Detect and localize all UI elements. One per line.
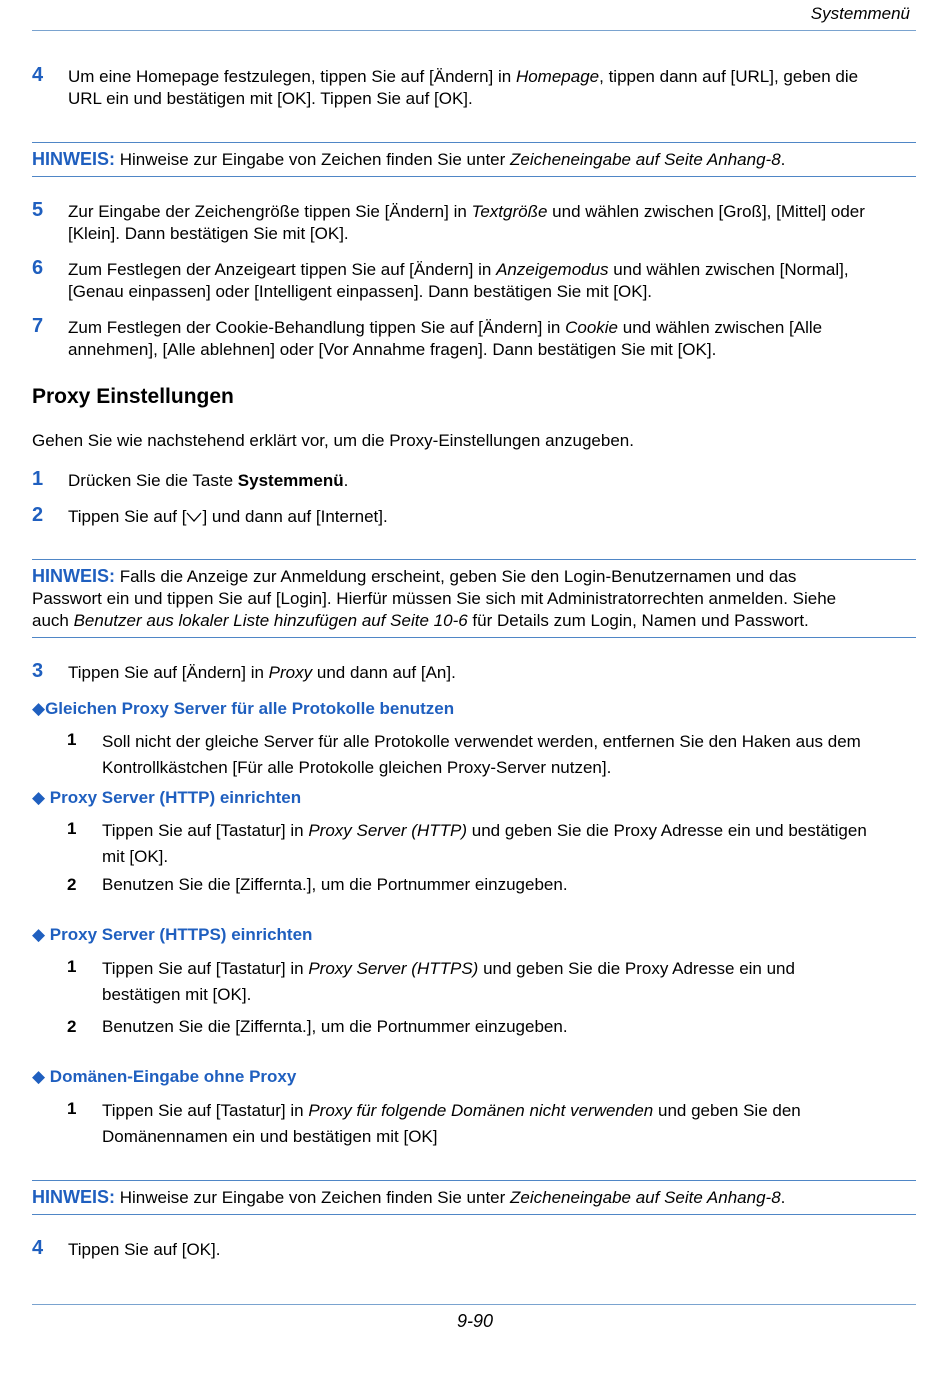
section-intro: Gehen Sie wie nachstehend erklärt vor, um die Proxy-Einstellungen anzugeben.: [32, 431, 634, 450]
subsection-heading: ◆ Domänen-Eingabe ohne Proxy: [32, 1067, 297, 1086]
section-title: Proxy Einstellungen: [32, 385, 234, 408]
subsection-heading: ◆ Proxy Server (HTTPS) einrichten: [32, 925, 313, 944]
proxy-step-1-text: Drücken Sie die Taste Systemmenü.: [68, 471, 349, 490]
step-number: 3: [32, 660, 44, 682]
step-5-text: Zur Eingabe der Zeichengröße tippen Sie [Ändern] in Textgröße und wählen zwischen [Groß], [Mittel] oder [Klein]. Dann bestätigen Sie mit [OK].: [68, 202, 865, 243]
note-label: HINWEIS:: [32, 149, 115, 169]
note-box: HINWEIS: Hinweise zur Eingabe von Zeichen finden Sie unter Zeicheneingabe auf Seite Anhang-8.: [32, 1180, 916, 1215]
substep-text: Soll nicht der gleiche Server für alle Protokolle verwendet werden, entfernen Sie den Haken aus dem Kontrollkästchen [Für alle Protokolle gleichen Proxy-Server nutzen].: [102, 732, 861, 777]
substep-number: 1: [67, 819, 77, 838]
step-number: 1: [32, 468, 44, 490]
substep-number: 1: [67, 730, 77, 749]
substep-text: Tippen Sie auf [Tastatur] in Proxy Server (HTTPS) und geben Sie die Proxy Adresse ein und bestätigen mit [OK].: [102, 959, 795, 1004]
substep-number: 2: [67, 1017, 77, 1036]
step-number: 2: [32, 504, 44, 526]
substep-text: Tippen Sie auf [Tastatur] in Proxy für folgende Domänen nicht verwenden und geben Sie den Domänennamen ein und bestätigen mit [OK]: [102, 1101, 801, 1146]
proxy-step-4-text: Tippen Sie auf [OK].: [68, 1240, 221, 1259]
proxy-step-3-text: Tippen Sie auf [Ändern] in Proxy und dann auf [An].: [68, 663, 456, 682]
note-box: HINWEIS: Hinweise zur Eingabe von Zeichen finden Sie unter Zeicheneingabe auf Seite Anhang-8.: [32, 142, 916, 177]
substep-text: Benutzen Sie die [Ziffernta.], um die Portnummer einzugeben.: [102, 875, 568, 894]
subsection-heading: ◆ Proxy Server (HTTP) einrichten: [32, 788, 302, 807]
step-7-text: Zum Festlegen der Cookie-Behandlung tippen Sie auf [Ändern] in Cookie und wählen zwischen [Alle annehmen], [Alle ablehnen] oder [Vor Annahme fragen]. Dann bestätigen Sie mit [OK].: [68, 318, 823, 359]
step-number: 7: [32, 315, 44, 337]
header-title: Systemmenü: [810, 4, 910, 23]
step-6-text: Zum Festlegen der Anzeigeart tippen Sie auf [Ändern] in Anzeigemodus und wählen zwischen [Normal], [Genau einpassen] oder [Intelligent einpassen]. Dann bestätigen Sie mit [OK].: [68, 260, 849, 301]
proxy-step-2-text: Tippen Sie auf [ ] und dann auf [Internet].: [68, 507, 388, 526]
substep-number: 2: [67, 875, 77, 894]
step-number: 6: [32, 257, 44, 279]
note-box: HINWEIS: Falls die Anzeige zur Anmeldung erscheint, geben Sie den Login-Benutzernamen und das Passwort ein und tippen Sie auf [Login]. Hierfür müssen Sie sich mit Administratorrechten anmelden. Siehe auch Benutzer aus lokaler Liste hinzufügen auf Seite 10-6 für Details zum Login, Namen und Passwort.: [32, 559, 916, 638]
step-4-text: Um eine Homepage festzulegen, tippen Sie auf [Ändern] in Homepage, tippen dann auf [URL], geben die URL ein und bestätigen mit [OK]. Tippen Sie auf [OK].: [68, 67, 859, 108]
substep-number: 1: [67, 957, 77, 976]
footer-rule: [32, 1304, 916, 1305]
page-header: [32, 0, 916, 31]
step-number: 5: [32, 199, 44, 221]
step-number: 4: [32, 64, 44, 86]
note-link: Zeicheneingabe auf Seite Anhang-8: [510, 150, 781, 169]
note-label: HINWEIS:: [32, 566, 115, 586]
subsection-heading: ◆Gleichen Proxy Server für alle Protokolle benutzen: [32, 699, 455, 718]
substep-text: Benutzen Sie die [Ziffernta.], um die Portnummer einzugeben.: [102, 1017, 568, 1036]
substep-number: 1: [67, 1099, 77, 1118]
substep-text: Tippen Sie auf [Tastatur] in Proxy Server (HTTP) und geben Sie die Proxy Adresse ein und bestätigen mit [OK].: [102, 821, 867, 866]
note-link: Benutzer aus lokaler Liste hinzufügen auf Seite 10-6: [73, 611, 468, 630]
chevron-down-icon: [186, 511, 202, 523]
page-number: 9-90: [456, 1311, 494, 1331]
note-link: Zeicheneingabe auf Seite Anhang-8: [510, 1188, 781, 1207]
step-number: 4: [32, 1237, 44, 1259]
note-label: HINWEIS:: [32, 1187, 115, 1207]
